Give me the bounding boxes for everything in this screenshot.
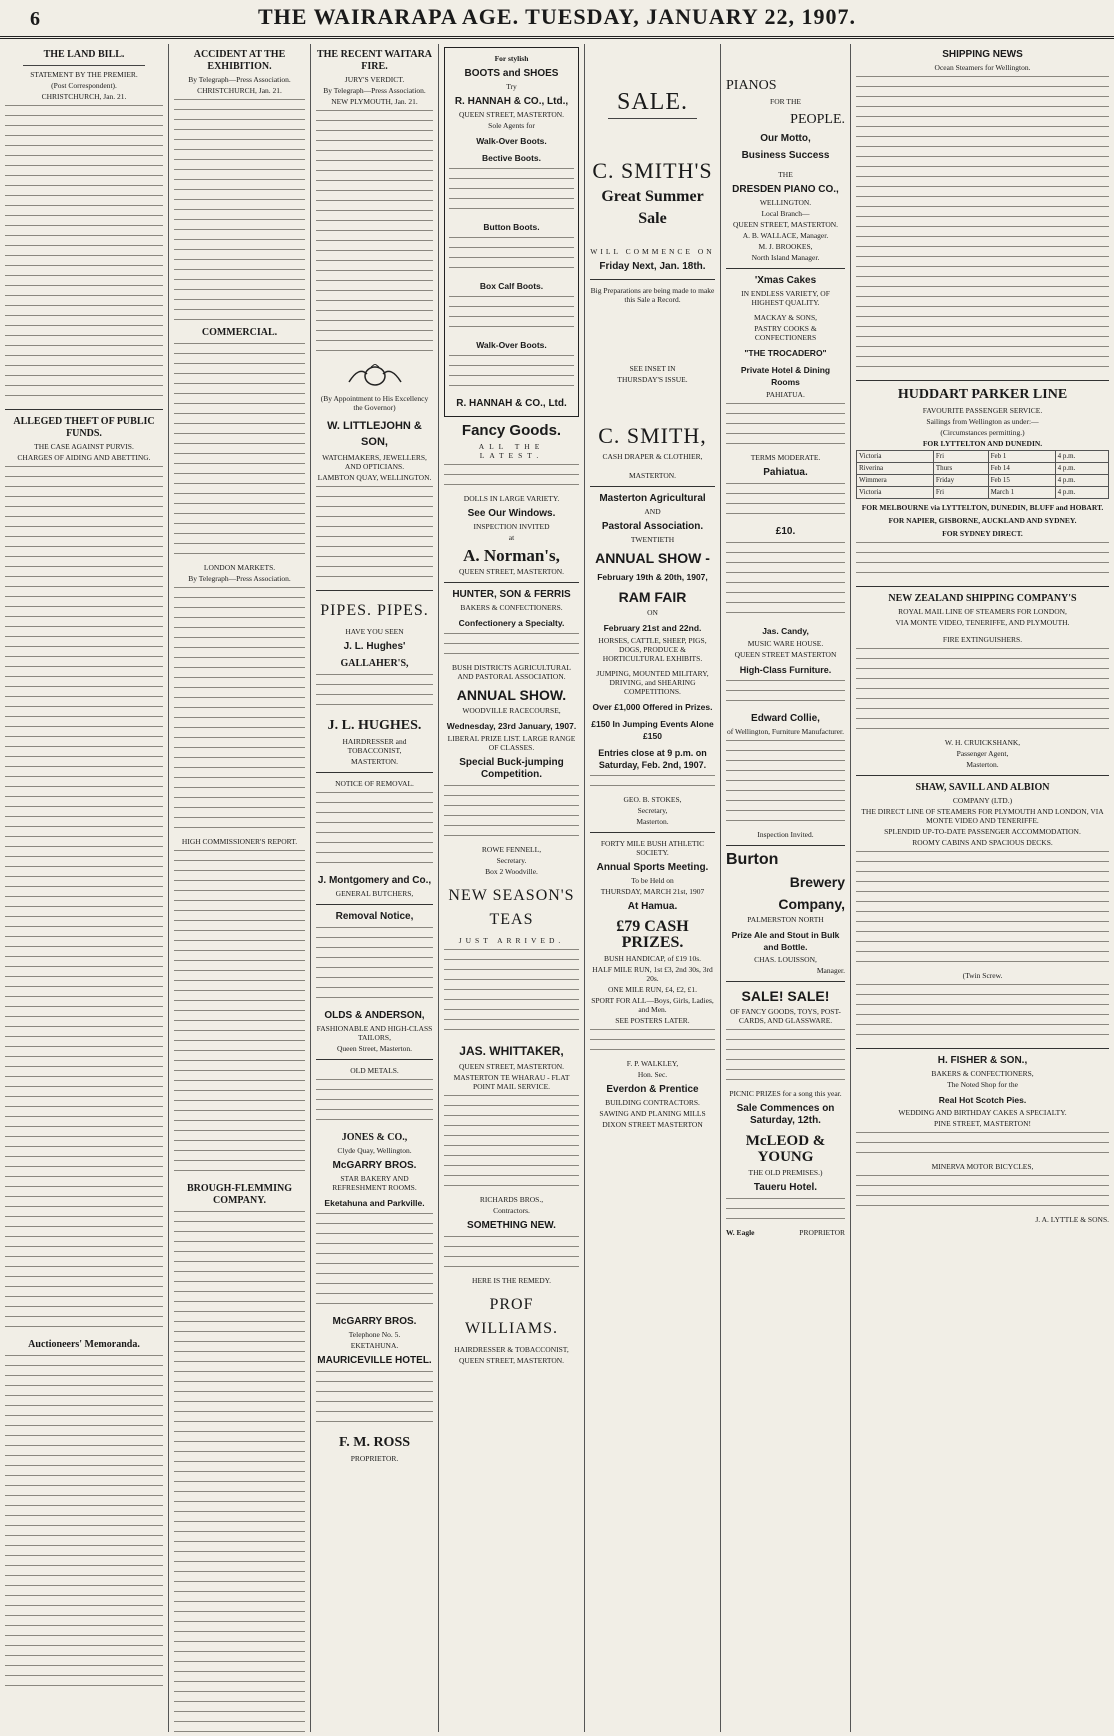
something-new-heading: SOMETHING NEW. (467, 1220, 556, 1231)
pianos-heading: PIANOS (726, 78, 777, 93)
te-wharau: MASTERTON TE WHARAU - FLAT POINT MAIL SERVICE. (453, 1073, 570, 1091)
palmerston: PALMERSTON NORTH (747, 915, 824, 924)
richards-contractors: Contractors. (493, 1206, 530, 1215)
table-cell: Feb 1 (988, 451, 1055, 463)
hannah-name: R. HANNAH & CO., Ltd., (454, 96, 569, 107)
feb-21: February 21st and 22nd. (603, 623, 702, 633)
norman-name: A. Norman's, (463, 546, 560, 565)
rowe-fennell: ROWE FENNELL, (481, 845, 542, 854)
ad-text-placeholder (449, 166, 574, 216)
ad-text-placeholder (726, 738, 845, 828)
dresden-wellington: WELLINGTON. (759, 198, 812, 207)
see-posters: SEE POSTERS LATER. (615, 1016, 690, 1025)
nz-shipping: NEW ZEALAND SHIPPING COMPANY'S (888, 593, 1077, 604)
byline: By Telegraph—Press Association. (188, 574, 291, 583)
melbourne: FOR MELBOURNE via LYTTELTON, DUNEDIN, BLUFF and HOBART. (861, 503, 1104, 512)
royal-mail: ROYAL MAIL LINE OF STEAMERS FOR LONDON, (898, 607, 1067, 616)
ram-fair-heading: RAM FAIR (618, 589, 687, 605)
sale-fancy-goods: OF FANCY GOODS, TOYS, POST-CARDS, AND GLASSWARE. (730, 1007, 841, 1025)
sale-sale-heading: SALE! SALE! (741, 988, 830, 1004)
montgomery-trade: GENERAL BUTCHERS, (335, 889, 414, 898)
pahiatua-sign: Pahiatua. (763, 467, 808, 478)
great-summer: Great Summer (601, 188, 704, 205)
stokes-name: GEO. B. STOKES, (623, 795, 682, 804)
passenger-agent: Passenger Agent, (956, 749, 1009, 758)
table-row (857, 463, 1109, 475)
prize-ale: Prize Ale and Stout in Bulk and Bottle. (731, 930, 840, 952)
ad-text-placeholder (726, 540, 845, 620)
smith-name: C. SMITH, (598, 423, 707, 448)
mackay-name: MACKAY & SONS, (753, 313, 817, 322)
table-row (857, 451, 1109, 463)
stokes-secretary: Secretary, (637, 806, 668, 815)
bush-district: BUSH DISTRICTS AGRICULTURAL AND PASTORAL ASSOCIATION. (452, 663, 571, 681)
taueru-footer (726, 1228, 845, 1237)
pine-street: PINE STREET, MASTERTON! (934, 1119, 1031, 1128)
ad-text-placeholder (444, 631, 579, 661)
entries-close: Entries close at 9 p.m. on Saturday, Feb. 2nd, 1907. (598, 748, 707, 770)
table-cell: 4 p.m. (1055, 475, 1108, 487)
sailings-note: Sailings from Wellington as under:— (926, 417, 1039, 426)
wedding-cakes: WEDDING AND BIRTHDAY CAKES A SPECIALTY. (898, 1108, 1067, 1117)
people-heading: PEOPLE. (790, 112, 845, 127)
ad-text-placeholder (590, 773, 715, 793)
royal-crest-icon (345, 364, 405, 388)
rowe-secretary: Secretary. (496, 856, 527, 865)
on-word: ON (647, 608, 658, 617)
lyttle-sons: J. A. LYTTLE & SONS. (1035, 1215, 1109, 1224)
table-cell: March 1 (988, 487, 1055, 499)
subhead-charges: CHARGES OF AIDING AND ABETTING. (17, 453, 151, 462)
shipping-table (856, 450, 1109, 499)
pastry-cooks: PASTRY COOKS & CONFECTIONERS (754, 324, 817, 342)
ad-text-placeholder (449, 353, 574, 393)
box-calf-heading: Box Calf Boots. (479, 281, 544, 291)
friday-date: Friday Next, Jan. 18th. (599, 261, 706, 272)
feb-dates: February 19th & 20th, 1907, (597, 572, 708, 582)
table-cell: Victoria (857, 451, 934, 463)
hannah-ad (444, 47, 579, 417)
hughes-trade: HAIRDRESSER and TOBACCONIST, (342, 737, 407, 755)
ad-text-placeholder (444, 1234, 579, 1274)
inspection-invited: Inspection Invited. (757, 830, 814, 839)
sale-word: Sale (638, 210, 667, 227)
table-cell: Fri (933, 487, 988, 499)
ad-text-placeholder (316, 1369, 433, 1429)
ross-name: F. M. ROSS (338, 1435, 411, 1450)
ad-text-placeholder (316, 1077, 433, 1127)
ocean-steamers: Ocean Steamers for Wellington. (934, 63, 1031, 72)
bective-heading: Bective Boots. (481, 153, 542, 163)
annual-show-heading: ANNUAL SHOW - (595, 550, 710, 566)
confectionery-heading: Confectionery a Specialty. (458, 618, 565, 628)
ad-text-placeholder (444, 462, 579, 492)
see-inset: SEE INSET IN (629, 364, 676, 373)
smiths-heading: C. SMITH'S (592, 158, 713, 183)
brookes-name: M. J. BROOKES, (758, 242, 813, 251)
fancy-goods-heading: Fancy Goods. (461, 422, 562, 439)
ten-pound: £10. (775, 526, 796, 537)
jones-heading: JONES & CO., (341, 1132, 408, 1143)
littlejohn-heading: W. LITTLEJOHN & SON, (327, 420, 422, 448)
headline-land-bill: THE LAND BILL. (43, 49, 125, 60)
prof-williams-heading: PROF WILLIAMS. (465, 1296, 558, 1337)
company-ltd: COMPANY (LTD.) (952, 796, 1013, 805)
direct-line: THE DIRECT LINE OF STEAMERS FOR PLYMOUTH AND LONDON, VIA MONTE VIDEO AND TENERIFFE. (861, 807, 1104, 825)
eketahuna-heading: Eketahuna and Parkville. (324, 1198, 425, 1208)
dresden-heading: DRESDEN PIANO CO., (732, 184, 839, 195)
ad-text-placeholder (726, 481, 845, 521)
whittaker-address: QUEEN STREET, MASTERTON. (458, 1062, 565, 1071)
private-hotel: Private Hotel & Dining Rooms (740, 365, 831, 387)
headline-waitara-fire: THE RECENT WAITARA FIRE. (316, 49, 433, 72)
table-cell: Friday (933, 475, 988, 487)
ad-text-placeholder (316, 484, 433, 584)
sydney: FOR SYDNEY DIRECT. (942, 529, 1023, 538)
for-the: FOR THE (770, 97, 801, 106)
to-be-held: To be Held on (631, 876, 674, 885)
removal-notice-heading: Removal Notice, (335, 911, 414, 922)
thursday-march: THURSDAY, MARCH 21st, 1907 (600, 887, 705, 896)
dateline: CHRISTCHURCH, Jan. 21. (197, 86, 282, 95)
article-text-placeholder (174, 848, 305, 1178)
cruickshank-town: Masterton. (966, 760, 999, 769)
napier: FOR NAPIER, GISBORNE, AUCKLAND AND SYDNEY. (888, 516, 1077, 525)
favourite-service: FAVOURITE PASSENGER SERVICE. (922, 406, 1043, 415)
shipping-heading: SHIPPING NEWS (942, 49, 1023, 60)
walk-over-heading: Walk-Over Boots. (476, 136, 547, 146)
subhead-purvis: THE CASE AGAINST PURVIS. (34, 442, 134, 451)
burton-heading: Burton (726, 851, 779, 868)
ad-text-placeholder (316, 1211, 433, 1311)
table-cell: Fri (933, 451, 988, 463)
masthead (0, 0, 1114, 39)
stokes-town: Masterton. (636, 817, 669, 826)
article-text-placeholder (5, 1353, 163, 1693)
picnic-prizes: PICNIC PRIZES for a song this year. (729, 1089, 842, 1098)
column-2 (168, 44, 310, 1732)
article-text-placeholder (174, 341, 305, 561)
hannah-sign: R. HANNAH & CO., Ltd. (456, 398, 567, 409)
big-preparations: Big Preparations are being made to make this Sale a Record. (590, 286, 715, 304)
shaw-savill: SHAW, SAVILL AND ALBION (915, 782, 1050, 793)
noted-shop: The Noted Shop for the (947, 1080, 1018, 1089)
thursday-issue: THURSDAY'S ISSUE. (617, 375, 688, 384)
ad-text-placeholder (726, 1196, 845, 1226)
hannah-boots: BOOTS and SHOES (464, 68, 559, 79)
headline-alleged-theft: ALLEGED THEFT OF PUBLIC FUNDS. (13, 416, 155, 439)
headline-commercial: COMMERCIAL. (201, 327, 278, 338)
ad-text-placeholder (316, 925, 433, 1005)
hughes-heading: J. L. Hughes' (343, 641, 406, 652)
article-text-placeholder (174, 585, 305, 835)
brewery-heading: Brewery (789, 874, 845, 890)
have-you-seen: HAVE YOU SEEN (345, 627, 404, 636)
forty-mile: FORTY MILE BUSH ATHLETIC SOCIETY. (600, 839, 705, 857)
everdon-heading: Everdon & Prentice (606, 1084, 699, 1095)
bush-handicap: BUSH HANDICAP, of £19 10s. (603, 954, 702, 963)
business-success: Business Success (741, 150, 830, 161)
hannah-agents: Sole Agents for (488, 121, 535, 130)
table-cell: 4 p.m. (1055, 451, 1108, 463)
williams-trade: HAIRDRESSER & TOBACCONIST, (454, 1345, 569, 1354)
hunter-heading: HUNTER, SON & FERRIS (452, 589, 571, 600)
eagle-name: W. Eagle (726, 1228, 755, 1237)
hannah-stylish: For stylish (494, 54, 529, 63)
sawing-mills: SAWING AND PLANING MILLS (599, 1109, 706, 1118)
headline-brough-flemming: BROUGH-FLEMMING COMPANY. (187, 1183, 292, 1206)
annual-show-heading: ANNUAL SHOW. (456, 687, 567, 703)
mcleod-young: McLEOD & YOUNG (745, 1133, 826, 1165)
olds-address: Queen Street, Masterton. (337, 1044, 412, 1053)
table-cell: Riverina (857, 463, 934, 475)
minerva: MINERVA MOTOR BICYCLES, (931, 1162, 1034, 1171)
dateline: CHRISTCHURCH, Jan. 21. (41, 92, 127, 101)
buck-jumping-heading: Special Buck-jumping Competition. (459, 757, 564, 780)
jones-address: Clyde Quay, Wellington. (337, 1146, 412, 1155)
wallace-manager: A. B. WALLACE, Manager. (742, 231, 829, 240)
twin-screw: (Twin Screw. (962, 971, 1003, 980)
walkley-name: F. P. WALKLEY, (626, 1059, 679, 1068)
ad-text-placeholder (449, 235, 574, 275)
eagle-proprietor: PROPRIETOR (799, 1228, 845, 1237)
dateline: NEW PLYMOUTH, Jan. 21. (331, 97, 418, 106)
article-text-placeholder (316, 108, 433, 358)
pipes-heading: PIPES. PIPES. (320, 602, 429, 619)
subhead-london-markets: LONDON MARKETS. (203, 563, 276, 572)
article-text-placeholder (856, 74, 1109, 374)
cruickshank: W. H. CRUICKSHANK, (944, 738, 1021, 747)
ad-text-placeholder (726, 401, 845, 451)
article-text-placeholder (5, 103, 163, 403)
louisson-manager: Manager. (816, 966, 845, 975)
half-mile: HALF MILE RUN, 1st £3, 2nd 30s, 3rd 20s. (592, 965, 713, 983)
sale-heading: SALE. (617, 89, 688, 115)
ad-text-placeholder (726, 678, 845, 708)
column-5 (584, 44, 720, 1732)
headline-auctioneers: Auctioneers' Memoranda. (28, 1339, 140, 1350)
will-commence: WILL COMMENCE ON (590, 247, 715, 256)
our-motto: Our Motto, (760, 133, 811, 144)
liberal-prize: LIBERAL PRIZE LIST. LARGE RANGE OF CLASSES. (447, 734, 576, 752)
company-heading: Company, (778, 896, 845, 912)
xmas-cakes: 'Xmas Cakes (754, 275, 817, 286)
dixon-street: DIXON STREET MASTERTON (602, 1120, 703, 1129)
table-cell: 4 p.m. (1055, 487, 1108, 499)
ad-text-placeholder (316, 672, 433, 712)
terms-moderate: TERMS MODERATE. (750, 453, 821, 462)
annual-sports: Annual Sports Meeting. (596, 862, 709, 873)
mcgarry-heading: McGARRY BROS. (332, 1160, 417, 1171)
mcgarry-sign: McGARRY BROS. (332, 1316, 417, 1327)
pahiatua: PAHIATUA. (766, 390, 805, 399)
fisher-bakers: BAKERS & CONFECTIONERS, (931, 1069, 1034, 1078)
real-scotch-pies: Real Hot Scotch Pies. (938, 1095, 1027, 1105)
louisson: CHAS. LOUISSON, (754, 955, 817, 964)
ad-text-placeholder (444, 947, 579, 1037)
olds-heading: OLDS & ANDERSON, (324, 1010, 425, 1021)
table-cell: Feb 15 (988, 475, 1055, 487)
everdon-sub: BUILDING CONTRACTORS. (605, 1098, 700, 1107)
cash-prizes: £79 CASH PRIZES. (616, 918, 689, 951)
mcgarry-sub: STAR BAKERY AND REFRESHMENT ROOMS. (332, 1174, 417, 1192)
hannah-try: Try (506, 82, 517, 91)
woodville: WOODVILLE RACECOURSE, (462, 706, 561, 715)
endless-variety: IN ENDLESS VARIETY, OF HIGHEST QUALITY. (741, 289, 830, 307)
music-warehouse: MUSIC WARE HOUSE. (747, 639, 824, 648)
taueru-hotel: Taueru Hotel. (753, 1182, 818, 1193)
candy-name: Jas. Candy, (762, 626, 809, 636)
old-premises: THE OLD PREMISES.) (748, 1168, 823, 1177)
dresden-address: QUEEN STREET, MASTERTON. (732, 220, 839, 229)
the-word: THE (778, 170, 793, 179)
table-cell: 4 p.m. (1055, 463, 1108, 475)
norman-address: QUEEN STREET, MASTERTON. (458, 567, 565, 576)
old-metals: OLD METALS. (350, 1066, 399, 1075)
ad-text-placeholder (316, 790, 433, 870)
table-cell: Feb 14 (988, 463, 1055, 475)
hughes-town: MASTERTON. (350, 757, 399, 766)
north-island: North Island Manager. (751, 253, 820, 262)
olds-sub: FASHIONABLE AND HIGH-CLASS TAILORS, (316, 1024, 433, 1042)
article-text-placeholder (174, 97, 305, 322)
williams-address: QUEEN STREET, MASTERTON. (458, 1356, 565, 1365)
column-7 (850, 44, 1114, 1732)
all-latest: ALL THE LATEST. (478, 442, 545, 460)
byline: (Post Correspondent). (51, 81, 117, 90)
headline-accident: ACCIDENT AT THE EXHIBITION. (193, 49, 286, 72)
article-text-placeholder (856, 1173, 1109, 1213)
page-number: 6 (30, 8, 40, 30)
fisher-heading: H. FISHER & SON., (937, 1055, 1028, 1066)
lambton-address: LAMBTON QUAY, WELLINGTON. (317, 473, 432, 482)
subhead-jury: JURY'S VERDICT. (344, 75, 405, 84)
local-branch: Local Branch— (761, 209, 810, 218)
mcgarry-phone: Telephone No. 5. (348, 1330, 401, 1339)
ad-text-placeholder (444, 783, 579, 843)
horses-exhibits: HORSES, CATTLE, SHEEP, PIGS, DOGS, PRODUCE & HORTICULTURAL EXHIBITS. (598, 636, 707, 663)
twentieth: TWENTIETH (630, 535, 675, 544)
smith-trade: CASH DRAPER & CLOTHIER, (602, 452, 703, 461)
circumstances: (Circumstances permitting.) (940, 428, 1025, 437)
mauriceville-heading: MAURICEVILLE HOTEL. (317, 1355, 432, 1366)
huddart-heading: HUDDART PARKER LINE (897, 387, 1068, 402)
ad-text-placeholder (726, 1027, 845, 1087)
article-text-placeholder (856, 849, 1109, 969)
wednesday-date: Wednesday, 23rd January, 1907. (446, 721, 577, 731)
subhead-statement: STATEMENT BY THE PREMIER. (30, 70, 138, 79)
walkley-hon-sec: Hon. Sec. (637, 1070, 668, 1079)
article-text-placeholder (856, 1130, 1109, 1160)
candy-address: QUEEN STREET MASTERTON (734, 650, 837, 659)
column-3 (310, 44, 438, 1732)
article-text-placeholder (856, 646, 1109, 736)
one-mile: ONE MILE RUN, £4, £2, £1. (608, 985, 697, 994)
and-word: AND (644, 507, 661, 516)
jumping-competitions: JUMPING, MOUNTED MILITARY, DRIVING, and SHEARING COMPETITIONS. (596, 669, 709, 696)
article-text-placeholder (5, 464, 163, 1334)
column-6 (720, 44, 850, 1732)
sale-commences: Sale Commences on Saturday, 12th. (736, 1103, 835, 1126)
collie-sub: of Wellington, Furniture Manufacturer. (727, 727, 844, 736)
just-arrived: JUST ARRIVED. (458, 936, 565, 945)
table-row (857, 487, 1109, 499)
column-4 (438, 44, 584, 1732)
sport-all: SPORT FOR ALL—Boys, Girls, Ladies, and Men. (591, 996, 714, 1014)
smith-town: MASTERTON. (628, 471, 677, 480)
richards-bros: RICHARDS BROS., (479, 1195, 544, 1204)
article-text-placeholder (174, 1209, 305, 1732)
ad-text-placeholder (449, 294, 574, 334)
rowe-box: Box 2 Woodville. (485, 867, 538, 876)
lyttelton: FOR LYTTELTON AND DUNEDIN. (922, 439, 1043, 448)
hunter-sub: BAKERS & CONFECTIONERS. (460, 603, 563, 612)
littlejohn-sub: WATCHMAKERS, JEWELLERS, AND OPTICIANS. (322, 453, 427, 471)
inspection-invited: INSPECTION INVITED (473, 522, 550, 531)
table-cell: Victoria (857, 487, 934, 499)
subhead-high-commissioner: HIGH COMMISSIONER'S REPORT. (181, 837, 298, 846)
byline: By Telegraph—Press Association. (188, 75, 291, 84)
at-hamua: At Hamua. (627, 901, 678, 912)
byline: By Telegraph—Press Association. (323, 86, 426, 95)
high-class-furniture: High-Class Furniture. (739, 665, 832, 675)
whittaker-name: JAS. WHITTAKER, (459, 1044, 564, 1058)
ross-proprietor: PROPRIETOR. (350, 1454, 399, 1463)
mcgarry-town: EKETAHUNA. (350, 1341, 399, 1350)
agricultural-heading: Masterton Agricultural (599, 493, 706, 504)
gallaher-heading: GALLAHER'S, (340, 658, 409, 669)
table-cell: Wimmera (857, 475, 934, 487)
remedy: HERE IS THE REMEDY. (472, 1276, 551, 1285)
newspaper-title: THE WAIRARAPA AGE. TUESDAY, JANUARY 22, 1907. (258, 4, 856, 29)
button-boots-heading: Button Boots. (483, 222, 540, 232)
table-row (857, 475, 1109, 487)
montgomery-heading: J. Montgomery and Co., (317, 875, 432, 886)
article-text-placeholder (856, 982, 1109, 1042)
norman-at: at (508, 533, 515, 542)
new-teas-heading: NEW SEASON'S TEAS (448, 887, 575, 928)
over-1000: Over £1,000 Offered in Prizes. (592, 702, 713, 712)
fire-extinguishers: FIRE EXTINGUISHERS. (942, 635, 1023, 644)
jumping-prize: £150 In Jumping Events Alone £150 (591, 719, 714, 741)
ad-text-placeholder (444, 1093, 579, 1193)
see-windows: See Our Windows. (467, 508, 556, 519)
article-text-placeholder (856, 540, 1109, 580)
hannah-address: QUEEN STREET, MASTERTON. (458, 110, 565, 119)
appointment-note: (By Appointment to His Excellency the Governor) (320, 394, 429, 412)
walk-over-heading-2: Walk-Over Boots. (476, 340, 547, 350)
pastoral-heading: Pastoral Association. (601, 521, 704, 532)
ad-text-placeholder (590, 1027, 715, 1057)
notice-removal: NOTICE OF REMOVAL. (335, 779, 414, 788)
collie-name: Edward Collie, (751, 713, 820, 724)
dolls: DOLLS IN LARGE VARIETY. (463, 494, 560, 503)
hughes-name: J. L. HUGHES. (327, 718, 422, 733)
roomy: ROOMY CABINS AND SPACIOUS DECKS. (912, 838, 1053, 847)
via-monte: VIA MONTE VIDEO, TENERIFFE, AND PLYMOUTH. (895, 618, 1070, 627)
trocadero: "THE TROCADERO" (744, 348, 827, 358)
column-1 (0, 44, 168, 1732)
splendid: SPLENDID UP-TO-DATE PASSENGER ACCOMMODATION. (884, 827, 1081, 836)
table-cell: Thurs (933, 463, 988, 475)
